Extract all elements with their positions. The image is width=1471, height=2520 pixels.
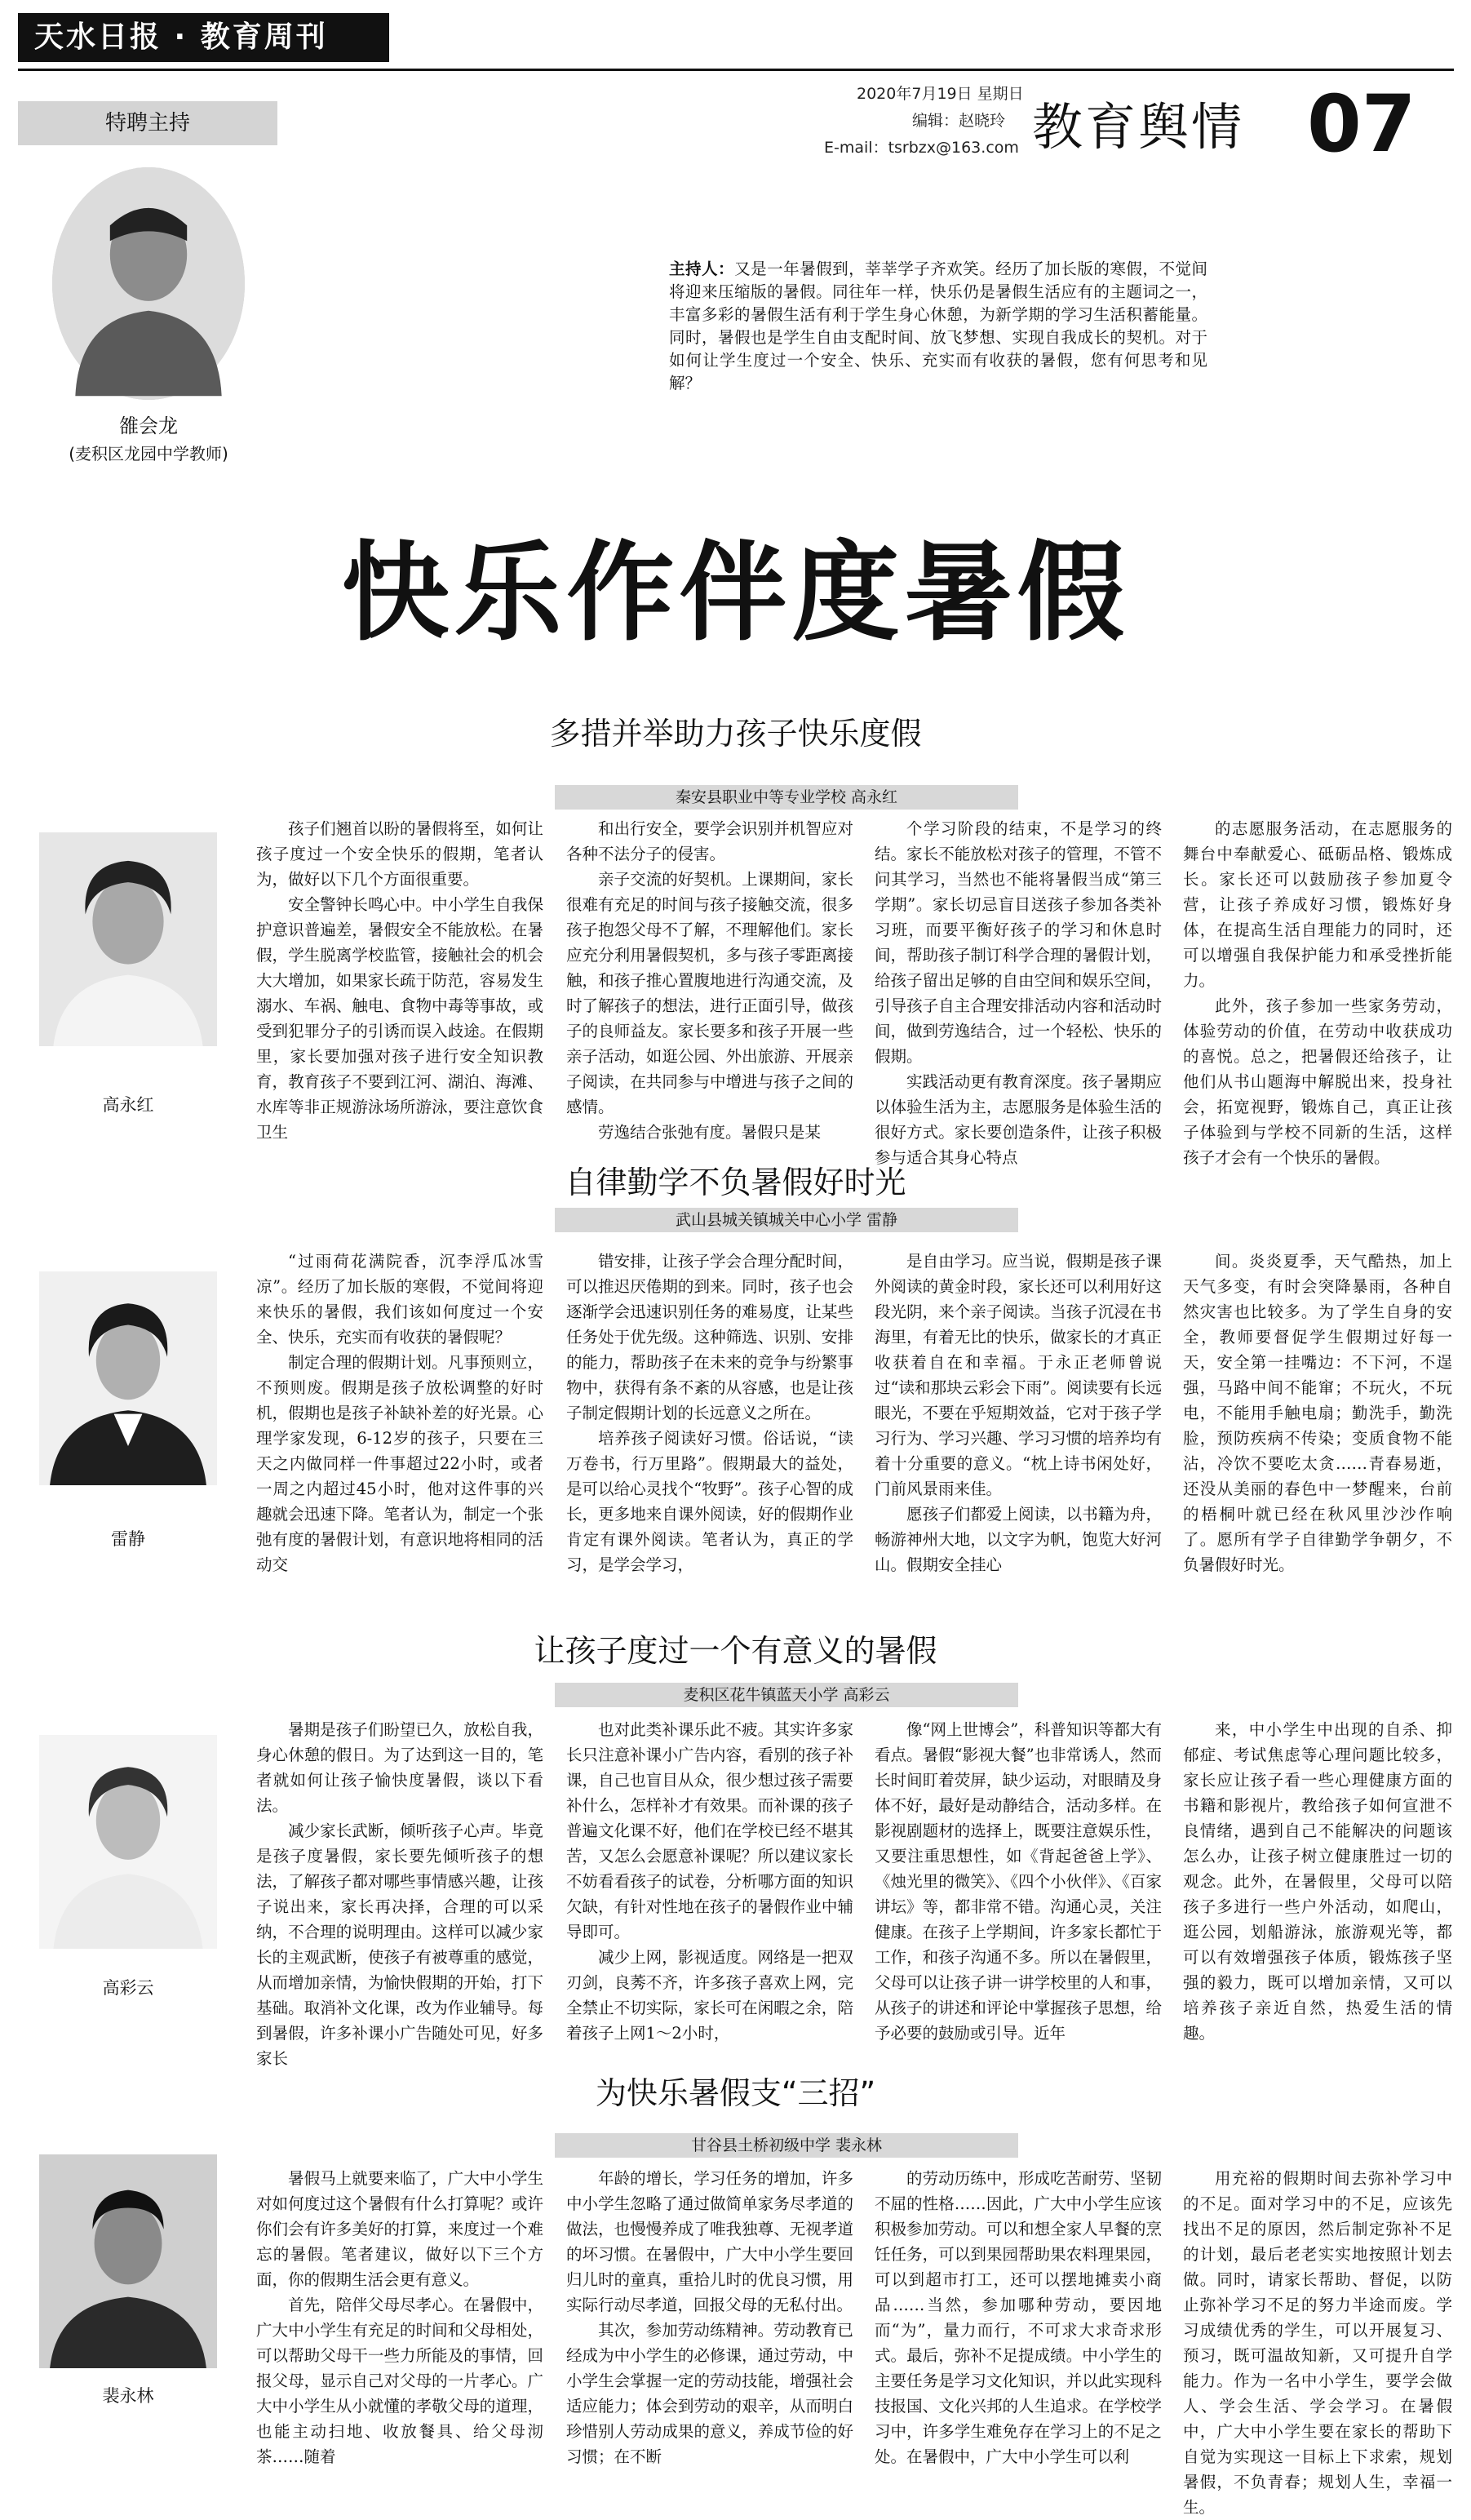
- paragraph: 用充裕的假期时间去弥补学习中的不足。面对学习中的不足，应该先找出不足的原因，然后制定弥补不足的计划，最后老老实实地按照计划去做。同时，请家长帮助、督促，以防止弥补学习不足的努力半途而废。学习成绩优秀的学生，可以开展复习、预习，既可温故知新，又可提升自学能力。作为一名中小学生，要学会做人、学会生活、学会学习。在暑假中，广大中小学生要在家长的帮助下自觉为实现这一目标上下求索，规划暑假，不负青春；规划人生，幸福一生。: [1183, 2169, 1452, 2517]
- article-column: [256, 816, 543, 1142]
- paragraph: 来，中小学生中出现的自杀、抑郁症、考试焦虑等心理问题比较多，家长应让孩子看一些心理健康方面的书籍和影视片，教给孩子如何宣泄不良情绪，遇到自己不能解决的问题该怎么办，让孩子树立健康胜过一切的观念。此外，在暑假里，父母可以陪孩子多进行一些户外活动，如爬山，逛公园，划船游泳，旅游观光等，都可以有效增强孩子体质，锻炼孩子坚强的毅力，既可以增加亲情，又可以培养孩子亲近自然，热爱生活的情趣。: [1183, 1720, 1452, 2043]
- host-intro-text: 又是一年暑假到，莘莘学子齐欢笑。经历了加长版的寒假，不觉间将迎来压缩版的暑假。同往年一样，快乐仍是暑假生活应有的主题词之一，丰富多彩的暑假生活有利于学生身心休憩，为新学期的学习生活积蓄能量。同时，暑假也是学生自由支配时间、放飞梦想、实现自我成长的契机。对于如何让学生度过一个安全、快乐、充实而有收获的暑假，您有何思考和见解？: [669, 260, 1207, 393]
- article-column: [566, 1717, 853, 2052]
- article-column: [875, 1249, 1162, 1608]
- host-portrait: [52, 167, 245, 400]
- paragraph: 间。炎炎夏季，天气酷热，加上天气多变，有时会突降暴雨，各种自然灾害也比较多。为了学生自身的安全，教师要督促学生假期过好每一天，安全第一挂嘴边：不下河，不逞强，马路中间不能窜；不玩火，不玩电，不能用手触电扇；勤洗手，勤洗脸，预防疾病不传染；变质食物不能沾，冷饮不要吃太贪……青春易逝，还没从美丽的春色中一梦醒来，台前的梧桐叶就已经在秋风里沙沙作响了。愿所有学子自律勤学争朝夕，不负暑假好时光。: [1183, 1252, 1452, 1574]
- paragraph: 其次，参加劳动练精神。劳动教育已经成为中小学生的必修课，通过劳动，中小学生会掌握一定的劳动技能，增强社会适应能力；体会到劳动的艰辛，从而明白珍惜别人劳动成果的意义，养成节俭的好习惯；在不断: [566, 2321, 853, 2466]
- paragraph: “过雨荷花满院香，沉李浮瓜冰雪凉”。经历了加长版的寒假，不觉间将迎来快乐的暑假，我们该如何度过一个安全、快乐，充实而有收获的暑假呢？: [256, 1252, 543, 1347]
- paragraph: 愿孩子们都爱上阅读，以书籍为舟，畅游神州大地，以文字为帆，饱览大好河山。假期安全挂心: [875, 1505, 1162, 1574]
- paragraph: 是自由学习。应当说，假期是孩子课外阅读的黄金时段，家长还可以利用好这段光阴，来个亲子阅读。当孩子沉浸在书海里，有着无比的快乐，做家长的才真正收获着自在和幸福。于永正老师曾说过“读和那块云彩会下雨”。阅读要有长远眼光，不要在乎短期效益，它对于孩子学习行为、学习兴趣、学习习惯的培养均有着十分重要的意义。“枕上诗书闲处好，门前风景雨来佳。: [875, 1252, 1162, 1498]
- paragraph: 培养孩子阅读好习惯。俗话说，“读万卷书，行万里路”。假期最大的益处，是可以给心灵找个“牧野”。孩子心智的成长，更多地来自课外阅读，好的假期作业肯定有课外阅读。笔者认为，真正的学习，是学会学习，: [566, 1429, 853, 1574]
- paragraph: 减少家长武断，倾听孩子心声。毕竟是孩子度暑假，家长要先倾听孩子的想法，了解孩子都对哪些事情感兴趣，让孩子说出来，家长再决择，合理的可以采纳，不合理的说明理由。这样可以减少家长的主观武断，使孩子有被尊重的感觉，从而增加亲情，为愉快假期的开始，打下基础。取消补文化课，改为作业辅导。每到暑假，许多补课小广告随处可见，好多家长: [256, 1821, 543, 2068]
- article-column: [566, 1249, 853, 1608]
- paragraph: 制定合理的假期计划。凡事预则立，不预则废。假期是孩子放松调整的好时机，假期也是孩子补缺补差的好光景。心理学家发现，6-12岁的孩子，只要在三天之内做同样一件事超过22小时，或者一周之内超过45小时，他对这件事的兴趣就会迅速下降。笔者认为，制定一个张弛有度的暑假计划，有意识地将相同的活动交: [256, 1353, 543, 1574]
- host-intro: [669, 258, 1207, 395]
- host-label: 主持人：: [669, 260, 735, 278]
- author-name: 裴永林: [102, 2386, 154, 2406]
- author-name: 高永红: [102, 1095, 154, 1115]
- article-column: [566, 816, 853, 1142]
- paragraph: 也对此类补课乐此不疲。其实许多家长只注意补课小广告内容，看别的孩子补课，自己也盲目从众，很少想过孩子需要补什么，怎样补才有效果。而补课的孩子普遍文化课不好，他们在学校已经不堪其苦，又怎么会愿意补课呢？所以建议家长不妨看看孩子的试卷，分析哪方面的知识欠缺，有针对性地在孩子的暑假作业中辅导即可。: [566, 1720, 853, 1941]
- paragraph: 个学习阶段的结束，不是学习的终结。家长不能放松对孩子的管理，不管不问其学习，当然也不能将暑假当成“第三学期”。家长切忌盲目送孩子参加各类补习班，而要平衡好孩子的学习和休息时间，帮助孩子制订科学合理的暑假计划，给孩子留出足够的自由空间和娱乐空间，引导孩子自主合理安排活动内容和活动时间，做到劳逸结合，过一个轻松、快乐的假期。: [875, 819, 1162, 1066]
- paragraph: 的劳动历练中，形成吃苦耐劳、坚韧不屈的性格……因此，广大中小学生应该积极参加劳动。可以和想全家人早餐的烹饪任务，可以到果园帮助果农料理果园，可以到超市打工，还可以摆地摊卖小商品……当然，参加哪种劳动，要因地而“为”，量力而行，不可求大求奇求形式。最后，弥补不足提成绩。中小学生的主要任务是学习文化知识，并以此实现科技报国、文化兴邦的人生追求。在学校学习中，许多学生难免存在学习上的不足之处。在暑假中，广大中小学生可以利: [875, 2169, 1162, 2466]
- author-name: 雷静: [111, 1529, 145, 1549]
- author-name: 高彩云: [102, 1978, 154, 1998]
- article-title: 自律勤学不负暑假好时光: [565, 1165, 906, 1200]
- paragraph: 减少上网，影视适度。网络是一把双刃剑，良莠不齐，许多孩子喜欢上网，完全禁止不切实际，家长可在闲暇之余，陪着孩子上网1～2小时，: [566, 1948, 853, 2043]
- paragraph: 像“网上世博会”，科普知识等都大有看点。暑假“影视大餐”也非常诱人，然而长时间盯着荧屏，缺少运动，对眼睛及身体不好，最好是动静结合，活动多样。在影视剧题材的选择上，既要注意娱乐性，又要注重思想性，如《背起爸爸上学》、《烛光里的微笑》、《四个小伙伴》、《百家讲坛》等，都非常不错。沟通心灵，关注健康。在孩子上学期间，许多家长都忙于工作，和孩子沟通不多。所以在暑假里，父母可以让孩子讲一讲学校里的人和事，从孩子的讲述和评论中掌握孩子思想，给予必要的鼓励或引导。近年: [875, 1720, 1162, 2043]
- host-name: 雒会龙: [119, 415, 178, 437]
- paragraph: 暑假马上就要来临了，广大中小学生对如何度过这个暑假有什么打算呢？或许你们会有许多美好的打算，来度过一个难忘的暑假。笔者建议，做好以下三个方面，你的假期生活会更有意义。: [256, 2169, 543, 2289]
- article-column: [256, 1717, 543, 2068]
- paragraph: 亲子交流的好契机。上课期间，家长很难有充足的时间与孩子接触交流，很多孩子抱怨父母不了解，不理解他们。家长应充分利用暑假契机，多与孩子零距离接触，和孩子推心置腹地进行沟通交流，及时了解孩子的想法，进行正面引导，做孩子的良师益友。家长要多和孩子开展一些亲子活动，如逛公园、外出旅游、开展亲子阅读，在共同参与中增进与孩子之间的感情。: [566, 870, 853, 1116]
- email: E-mail：tsrbzx@163.com: [824, 139, 1019, 157]
- article-title: 为快乐暑假支“三招”: [595, 2075, 876, 2111]
- article-title: 多措并举助力孩子快乐度假: [549, 716, 922, 752]
- article-column: [1183, 1249, 1452, 1608]
- paragraph: 此外，孩子参加一些家务劳动，体验劳动的价值，在劳动中收获成功的喜悦。总之，把暑假还给孩子，让他们从书山题海中解脱出来，投身社会，拓宽视野，锻炼自己，真正让孩子体验到与学校不同新的生活，这样孩子才会有一个快乐的暑假。: [1183, 996, 1452, 1167]
- main-title: 快乐作伴度暑假: [341, 530, 1130, 656]
- article-column: [875, 2166, 1162, 2488]
- article-byline: 武山县城关镇城关中心小学 雷静: [555, 1208, 1018, 1232]
- article-column: [1183, 816, 1452, 1167]
- article-column: [875, 816, 1162, 1167]
- article-column: [1183, 1717, 1452, 2052]
- paragraph: 的志愿服务活动，在志愿服务的舞台中奉献爱心、砥砺品格、锻炼成长。家长还可以鼓励孩子参加夏令营，让孩子养成好习惯，锻炼好身体，在提高生活自理能力的同时，还可以增强自我保护能力和承受挫折能力。: [1183, 819, 1452, 990]
- top-rule: [18, 69, 1454, 71]
- article-column: [875, 1717, 1162, 2052]
- paragraph: 孩子们翘首以盼的暑假将至，如何让孩子度过一个安全快乐的假期，笔者认为，做好以下几个方面很重要。: [256, 819, 543, 889]
- paragraph: 错安排，让孩子学会合理分配时间，可以推迟厌倦期的到来。同时，孩子也会逐渐学会迅速识别任务的难易度，让某些任务处于优先级。这种筛选、识别、安排的能力，帮助孩子在未来的竞争与纷繁事物中，获得有条不紊的从容感，也是让孩子制定假期计划的长远意义之所在。: [566, 1252, 853, 1422]
- author-photo: [39, 1271, 217, 1485]
- paragraph: 年龄的增长，学习任务的增加，许多中小学生忽略了通过做简单家务尽孝道的做法，也慢慢养成了唯我独尊、无视孝道的坏习惯。在暑假中，广大中小学生要回归儿时的童真，重拾儿时的优良习惯，用实际行动尽孝道，回报父母的无私付出。: [566, 2169, 853, 2314]
- author-photo: [39, 2154, 217, 2368]
- paragraph: 实践活动更有教育深度。孩子暑期应以体验生活为主，志愿服务是体验生活的很好方式。家长要创造条件，让孩子积极参与适合其身心特点: [875, 1072, 1162, 1167]
- host-tag: 特聘主持: [18, 101, 277, 145]
- host-affiliation: (麦积区龙园中学教师): [69, 444, 228, 464]
- article-byline: 麦积区花牛镇蓝天小学 高彩云: [555, 1683, 1018, 1707]
- section-title: 教育舆情: [1032, 97, 1245, 157]
- article-column: [256, 2166, 543, 2488]
- page-number: 07: [1307, 78, 1416, 170]
- paragraph: 暑期是孩子们盼望已久，放松自我，身心休憩的假日。为了达到这一目的，笔者就如何让孩子愉快度暑假，谈以下看法。: [256, 1720, 543, 1815]
- article-byline: 甘谷县土桥初级中学 裴永林: [555, 2133, 1018, 2158]
- issue-date: 2020年7月19日 星期日: [857, 85, 1024, 103]
- article-column: [256, 1249, 543, 1608]
- article-byline: 秦安县职业中等专业学校 高永红: [555, 785, 1018, 810]
- paragraph: 安全警钟长鸣心中。中小学生自我保护意识普遍差，暑假安全不能放松。在暑假，学生脱离学校监管，接触社会的机会大大增加，如果家长疏于防范，容易发生溺水、车祸、触电、食物中毒等事故，或受到犯罪分子的引诱而误入歧途。在假期里，家长要加强对孩子进行安全知识教育，教育孩子不要到江河、湖泊、海滩、水库等非正规游泳场所游泳，要注意饮食卫生: [256, 895, 543, 1142]
- paragraph: 劳逸结合张弛有度。暑假只是某: [598, 1123, 822, 1142]
- author-photo: [39, 832, 217, 1046]
- article-title: 让孩子度过一个有意义的暑假: [534, 1633, 937, 1669]
- paragraph: 首先，陪伴父母尽孝心。在暑假中，广大中小学生有充足的时间和父母相处，可以帮助父母干一些力所能及的事情，回报父母，显示自己对父母的一片孝心。广大中小学生从小就懂的孝敬父母的道理，也能主动扫地、收放餐具、给父母沏茶……随着: [256, 2296, 543, 2466]
- masthead: 天水日报 · 教育周刊: [18, 13, 389, 62]
- paragraph: 和出行安全，要学会识别并机智应对各种不法分子的侵害。: [566, 819, 853, 863]
- article-column: [566, 2166, 853, 2488]
- author-photo: [39, 1735, 217, 1949]
- article-column: [1183, 2166, 1452, 2517]
- editor: 编辑：赵晓玲: [912, 112, 1006, 130]
